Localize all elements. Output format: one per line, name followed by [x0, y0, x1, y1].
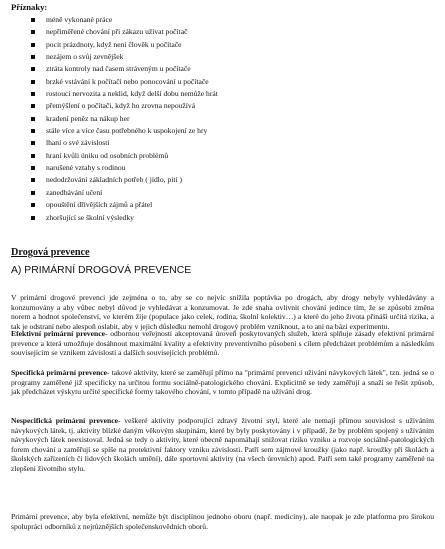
list-item-text: kradení peněz na nákup her: [46, 113, 130, 123]
list-item-text: pocit prázdnoty, když není člověk u počítače: [46, 39, 182, 49]
list-item-text: lhaní o své závislosti: [46, 138, 110, 148]
list-item-text: narušené vztahy s rodinou: [46, 163, 126, 173]
list-item-text: rostoucí nervozita a neklid, když delší dobu nemůže hrát: [46, 89, 218, 99]
square-bullet-icon: [31, 154, 35, 158]
term-definition: - takové aktivity, které se zaměřují přímo na "primární prevenci užívání návykových látek", tzn. jedná se o programy zaměřené již specificky na určitou formu sociálně-patologického chování. Explicitně se tedy zaměřují a snaží se řešit způsob, jak předcházet výskytu určité specifické formy takového chování, v tomto případě na užívání drog.: [11, 368, 434, 397]
list-item: [0, 88, 445, 100]
list-item-text: ztráta kontroly nad časem stráveným u počítače: [46, 64, 191, 74]
list-item-text: brzké vstávání k počítači nebo ponocování u počítače: [46, 76, 209, 86]
list-item: [0, 100, 445, 112]
list-item-text: stále více a více času potřebného k uspokojení ze hry: [46, 126, 208, 136]
section-heading: Drogová prevence: [11, 247, 90, 258]
list-item-text: nepřiměřené chování při zákazu užívat počítač: [46, 27, 188, 37]
list-item: [0, 76, 445, 88]
symptom-list: [0, 14, 445, 224]
square-bullet-icon: [31, 30, 35, 34]
square-bullet-icon: [31, 129, 35, 133]
term-label: Specifická primární prevence: [11, 368, 108, 377]
closing-paragraph: Primární prevence, aby byla efektivní, nemůže být disciplínou jednoho oboru (např. medicíny), ale naopak je zde platforma pro širokou spolupráci odborníků z nejrůznějších společenskovědních oborů.: [11, 512, 434, 531]
term-label: Nespecifická primární prevence: [11, 416, 118, 425]
square-bullet-icon: [31, 141, 35, 145]
term-definition: - veškeré aktivity podporující zdravý životní styl, které ale nemají přímou souvislost s užíváním návykových látek, tj. aktivity blízké daným věkovým skupinám, které by byly poskytovány i v případě, že by problém spojený s užíváním návykových látek neexistoval. Jedná se tedy o aktivity, které obecně napomáhají snižovat riziko vzniku a rozvoje sociálně-patologických forem chování a zaměřují se spíše na protektivní faktory vzniku závislosti. Patří sem zájmové kroužky (jako např. kroužky při školách a školských zařízeních či lidových školách umění), dále sportovní aktivity (na všech úrovních) apod. Patří sem také programy zaměřené na zlepšení životního stylu.: [11, 416, 434, 473]
list-item-text: zanedbávání učení: [46, 187, 103, 197]
square-bullet-icon: [31, 178, 35, 182]
list-item-text: nezájem o svůj zevnějšek: [46, 52, 124, 62]
list-item: [0, 174, 445, 186]
effective-prevention-paragraph: [11, 329, 434, 358]
square-bullet-icon: [31, 216, 35, 220]
square-bullet-icon: [31, 117, 35, 121]
list-item: [0, 137, 445, 149]
square-bullet-icon: [31, 67, 35, 71]
square-bullet-icon: [31, 92, 35, 96]
square-bullet-icon: [31, 18, 35, 22]
list-item-text: přemýšlení o počítači, když ho zrovna nepoužívá: [46, 101, 196, 111]
list-item: [0, 187, 445, 199]
term-label: Efektivní primární prevence: [11, 329, 105, 338]
square-bullet-icon: [31, 55, 35, 59]
square-bullet-icon: [31, 104, 35, 108]
list-item: [0, 26, 445, 38]
list-item: [0, 113, 445, 125]
list-item-text: opouštění dřívějších zájmů a přátel: [46, 200, 153, 210]
list-item: [0, 212, 445, 224]
list-item-text: nedodržování základních potřeb ( jídlo, pití ): [46, 175, 183, 185]
symptoms-heading: Příznaky:: [11, 2, 48, 12]
list-item-text: méně vykonané práce: [46, 15, 113, 24]
square-bullet-icon: [31, 80, 35, 84]
subsection-heading: A) PRIMÁRNÍ DROGOVÁ PREVENCE: [11, 265, 192, 276]
specific-prevention-paragraph: [11, 368, 434, 397]
list-item: [0, 125, 445, 137]
list-item: [0, 51, 445, 63]
list-item: [0, 63, 445, 75]
list-item: [0, 14, 445, 26]
square-bullet-icon: [31, 191, 35, 195]
nonspecific-prevention-paragraph: [11, 416, 434, 474]
intro-paragraph: V primární drogové prevenci jde zejména o to, aby se co nejvíc snížila poptávka po drogách, aby drogy nebyly vyhledávány a konzumovány a aby vůbec nebyl důvod je vyhledávat a konzumovat. Je zde snaha ovlivnit chování jedince tím, že se způsobí změna norem a hodnot společenství, ve kterém žije (populace jako celek, rodina, školní kolektiv…) a které do jeho života přináší určitá rizika, a tak je odstraní nebo alespoň oslabit, aby v jejich důsledku nemohl drogový problém vzniknout, a to ani na bázi experimentu.: [11, 293, 434, 331]
list-item-text: zhoršující se školní výsledky: [46, 212, 134, 222]
list-item: [0, 199, 445, 211]
list-item: [0, 39, 445, 51]
list-item: [0, 150, 445, 162]
square-bullet-icon: [31, 166, 35, 170]
square-bullet-icon: [31, 203, 35, 207]
square-bullet-icon: [31, 43, 35, 47]
list-item-text: hraní kvůli úniku od osobních problémů: [46, 150, 169, 160]
term-definition: - odbornou veřejností akceptovaná úroveň poskytovaných služeb, která splňuje zásady efektivní primární prevence a která umožňuje dosáhnout maximální kvality a efektivity preventivního působení s cílem předcházet problémům a následkům souvisejícím se vznikem závislostí a dalších souvisejících problémů.: [11, 329, 434, 358]
list-item: [0, 162, 445, 174]
